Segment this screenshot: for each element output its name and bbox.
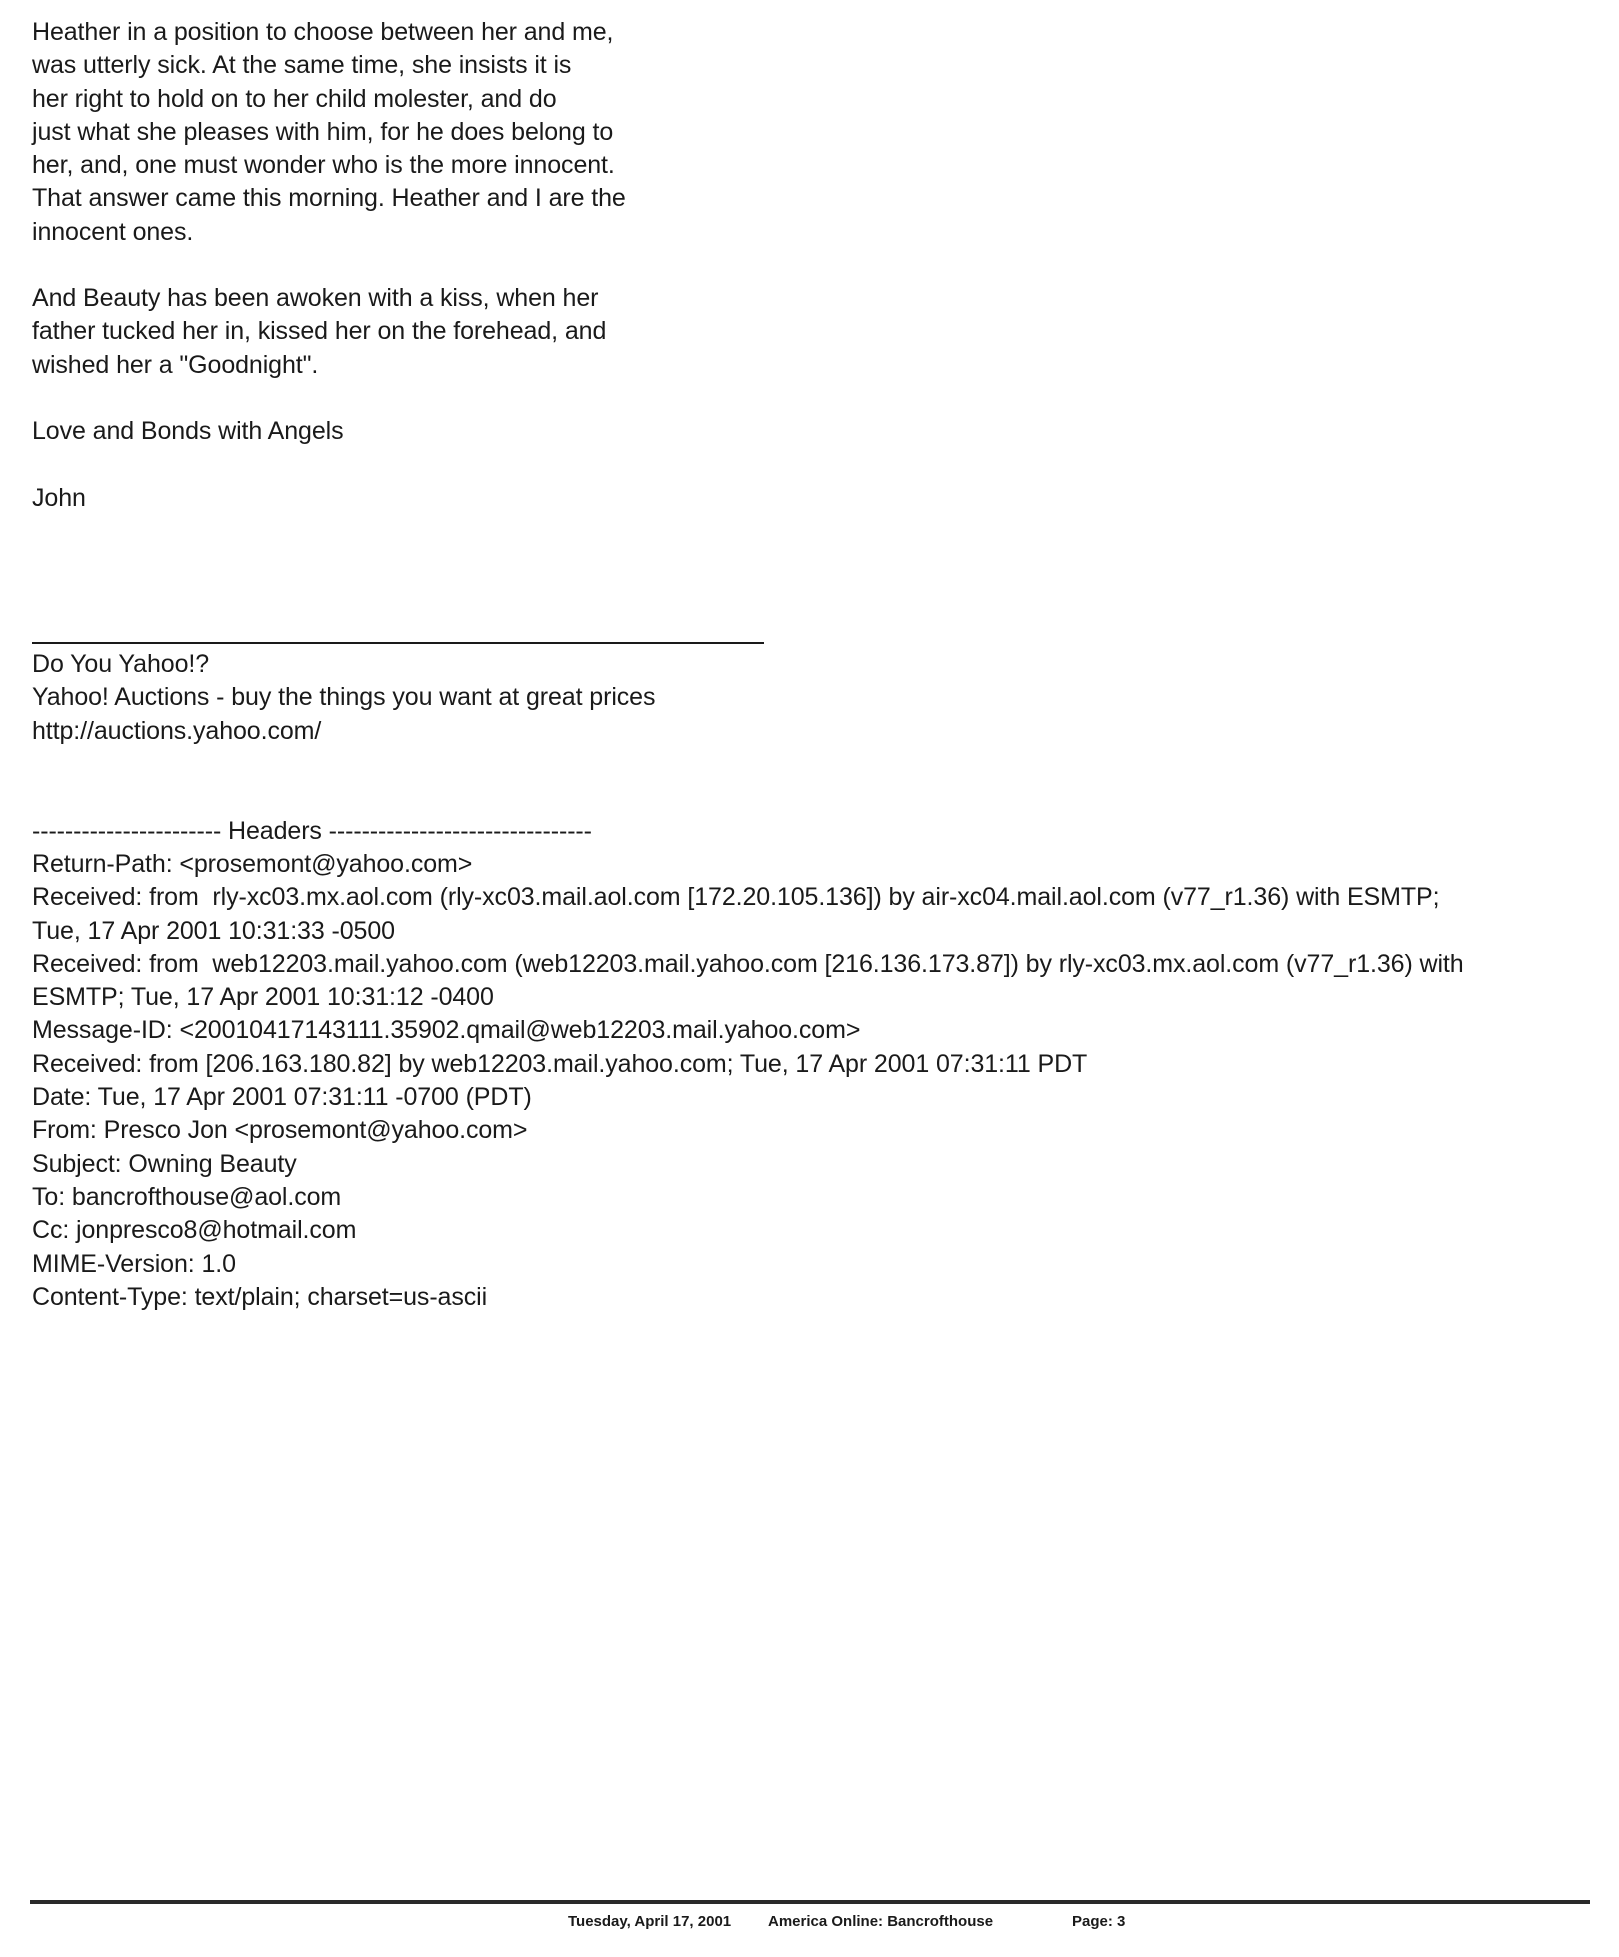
letter-line: That answer came this morning. Heather and I are the	[32, 184, 626, 213]
letter-line: just what she pleases with him, for he does belong to	[32, 117, 614, 146]
header-line: Date: Tue, 17 Apr 2001 07:31:11 -0700 (PDT)	[32, 1083, 532, 1112]
print-date: Tuesday, April 17, 2001	[568, 1913, 732, 1930]
header-line: From: Presco Jon <prosemont@yahoo.com>	[32, 1116, 528, 1145]
letter-line: her right to hold on to her child molester, and do	[32, 84, 557, 113]
header-line: Return-Path: <prosemont@yahoo.com>	[32, 850, 473, 878]
headers-section-title: ----------------------- Headers --------------------------------	[32, 817, 592, 845]
letter-line: father tucked her in, kissed her on the forehead, and	[32, 317, 607, 346]
page-footer-rule	[30, 1900, 1590, 1904]
letter-paragraph-2	[32, 282, 606, 382]
letter-line: innocent ones.	[32, 217, 194, 246]
header-line: To: bancrofthouse@aol.com	[32, 1182, 342, 1211]
print-application: America Online: Bancrofthouse	[768, 1913, 994, 1930]
header-line: MIME-Version: 1.0	[32, 1249, 236, 1278]
letter-closing: Love and Bonds with Angels	[32, 417, 344, 445]
header-line: Cc: jonpresco8@hotmail.com	[32, 1216, 357, 1245]
email-headers	[32, 848, 1602, 1314]
page-number: Page: 3	[1072, 1913, 1126, 1930]
header-line: Received: from web12203.mail.yahoo.com (web12203.mail.yahoo.com [216.136.173.87]) by rly-xc03.mx.aol.com (v77_r1.36) with	[32, 949, 1464, 978]
ad-line: Do You Yahoo!?	[32, 650, 210, 678]
letter-line: Heather in a position to choose between her and me,	[32, 18, 614, 46]
header-line: ESMTP; Tue, 17 Apr 2001 10:31:12 -0400	[32, 983, 494, 1012]
letter-line: was utterly sick. At the same time, she insists it is	[32, 51, 572, 80]
header-line: Message-ID: <20010417143111.35902.qmail@web12203.mail.yahoo.com>	[32, 1016, 861, 1045]
letter-line: wished her a "Goodnight".	[32, 350, 319, 379]
header-line: Content-Type: text/plain; charset=us-ascii	[32, 1282, 488, 1311]
letter-signature: John	[32, 484, 86, 512]
header-line: Received: from [206.163.180.82] by web12203.mail.yahoo.com; Tue, 17 Apr 2001 07:31:11 PDT	[32, 1049, 1088, 1078]
letter-line: her, and, one must wonder who is the more innocent.	[32, 151, 615, 180]
letter-line: And Beauty has been awoken with a kiss, when her	[32, 284, 599, 312]
signature-divider	[32, 642, 764, 644]
header-line: Subject: Owning Beauty	[32, 1149, 297, 1178]
ad-line: Yahoo! Auctions - buy the things you want at great prices	[32, 683, 656, 712]
yahoo-footer-ad	[32, 648, 655, 748]
letter-paragraph-1	[32, 16, 626, 249]
ad-link[interactable]: http://auctions.yahoo.com/	[32, 716, 322, 745]
header-line: Received: from rly-xc03.mx.aol.com (rly-xc03.mail.aol.com [172.20.105.136]) by air-xc04.mail.aol.com (v77_r1.36) with ESMTP;	[32, 883, 1440, 912]
header-line: Tue, 17 Apr 2001 10:31:33 -0500	[32, 916, 395, 945]
